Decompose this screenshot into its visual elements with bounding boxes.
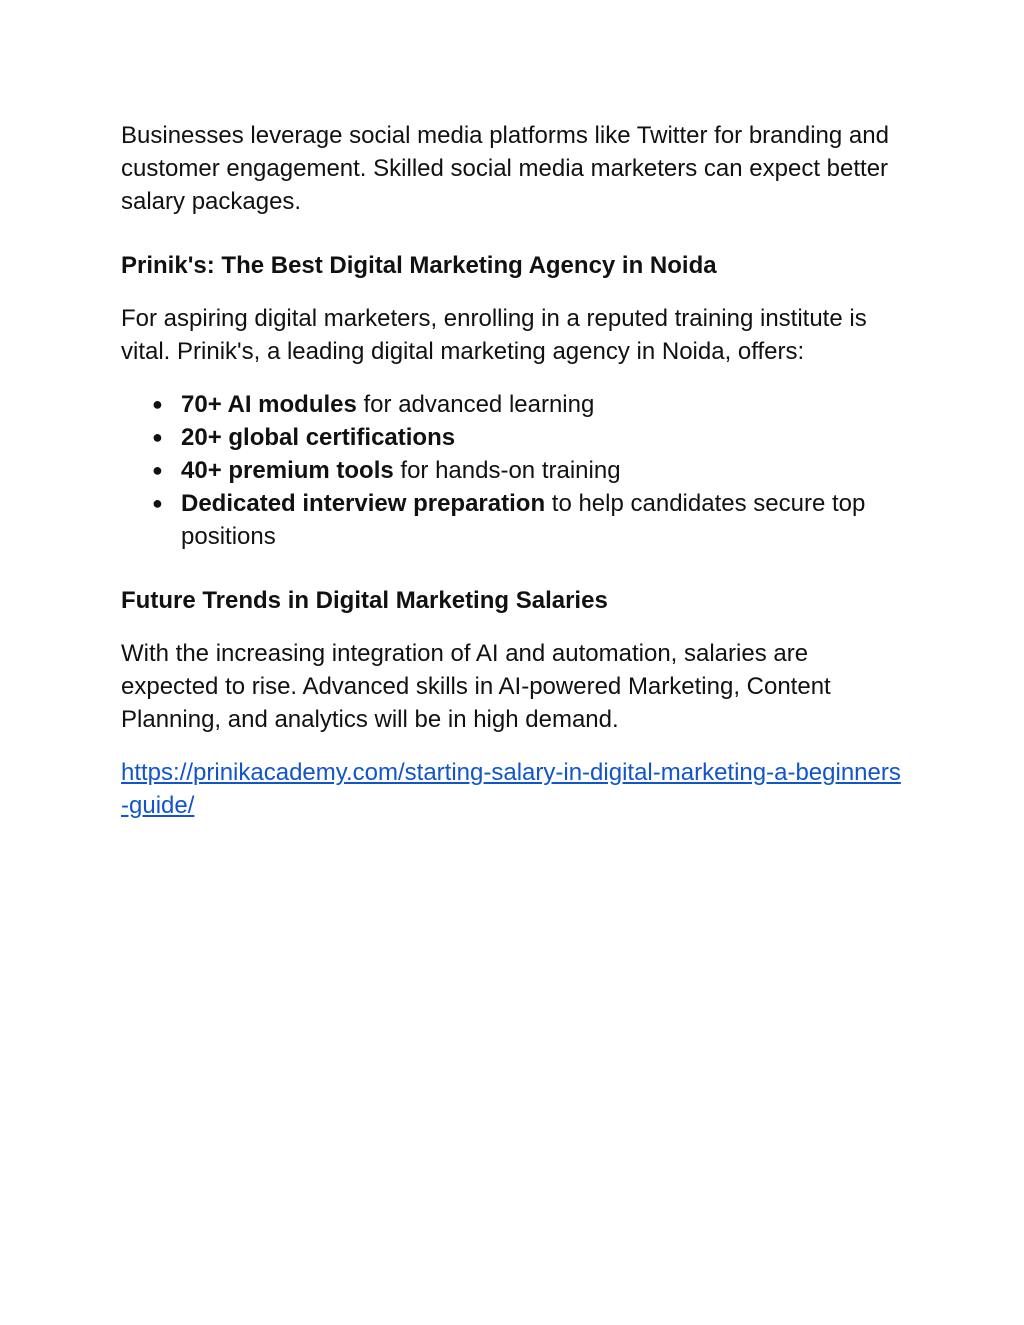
bullet-icon: ● — [152, 460, 163, 480]
list-item — [121, 454, 907, 487]
intro-paragraph: Businesses leverage social media platforms like Twitter for branding and customer engagement. Skilled social media marketers can expect better salary packages. — [121, 122, 889, 215]
list-item — [121, 388, 907, 421]
bullet-icon: ● — [152, 394, 163, 414]
feature-bullet-list — [121, 388, 907, 553]
list-item-text: to help candidates secure top positions — [181, 490, 866, 550]
section-heading-future-trends: Future Trends in Digital Marketing Salaries — [121, 587, 608, 614]
section-paragraph-future-trends: With the increasing integration of AI and automation, salaries are expected to rise. Advanced skills in AI-powered Marketing, Content Planning, and analytics will be in high demand. — [121, 640, 831, 733]
article-link[interactable]: https://prinikacademy.com/starting-salary-in-digital-marketing-a-beginners-guide/ — [121, 759, 901, 819]
section-heading-prinik: Prinik's: The Best Digital Marketing Agency in Noida — [121, 252, 717, 279]
list-item-text: for hands-on training — [393, 457, 621, 484]
list-item — [121, 487, 907, 553]
bullet-icon: ● — [152, 493, 163, 513]
section-paragraph-prinik: For aspiring digital marketers, enrolling in a reputed training institute is vital. Prinik's, a leading digital marketing agency in Noida, offers: — [121, 305, 867, 365]
list-item-bold: 20+ global certifications — [181, 424, 456, 451]
list-item-bold: 70+ AI modules — [181, 391, 357, 418]
list-item — [121, 421, 907, 454]
list-item-bold: 40+ premium tools — [181, 457, 394, 484]
list-item-bold: Dedicated interview preparation — [181, 490, 546, 517]
bullet-icon: ● — [152, 427, 163, 447]
list-item-text: for advanced learning — [356, 391, 595, 418]
document-page — [121, 119, 907, 822]
